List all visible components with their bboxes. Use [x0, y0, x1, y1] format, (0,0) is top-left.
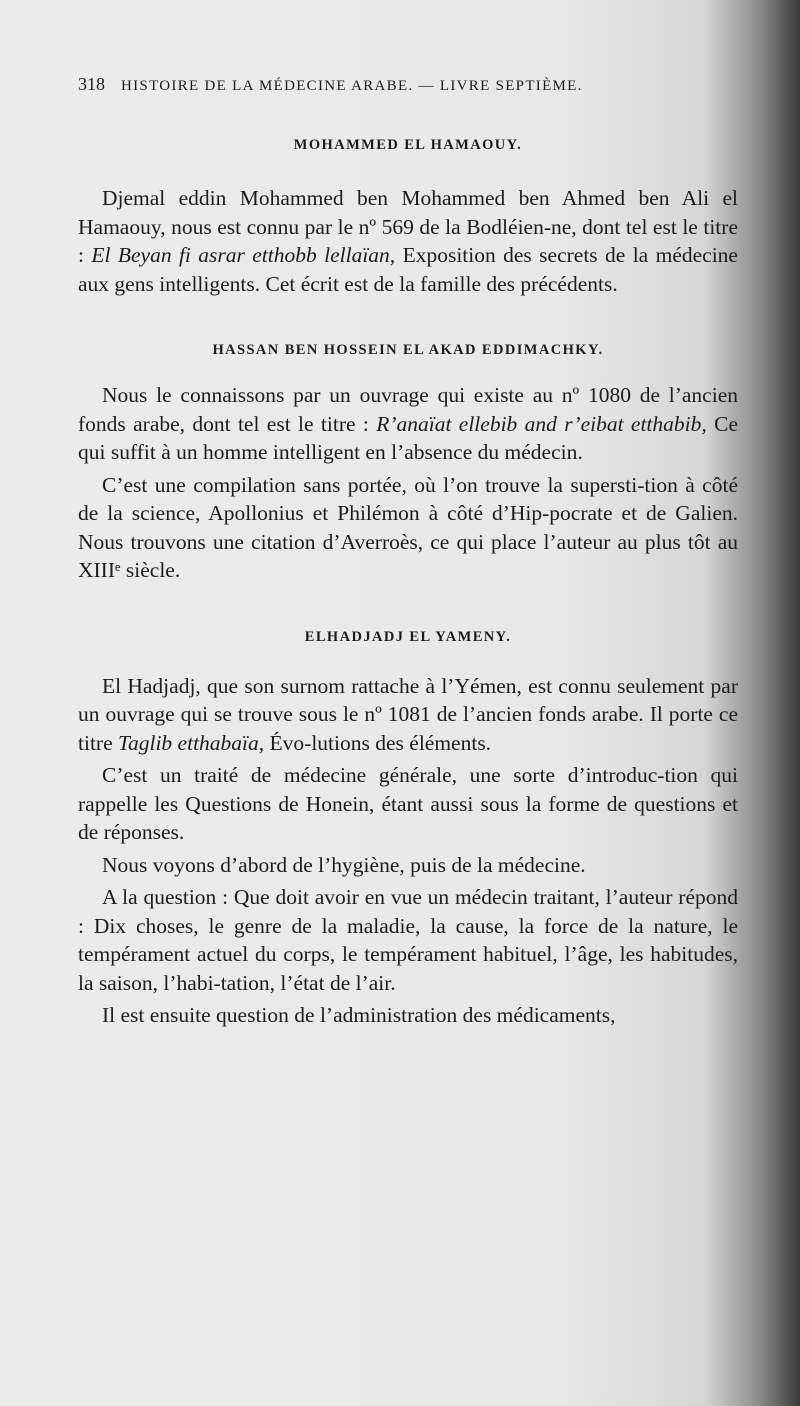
paragraph: [78, 761, 738, 847]
running-title: HISTOIRE DE LA MÉDECINE ARABE. — LIVRE SEPTIÈME.: [121, 78, 583, 94]
work-title: El Beyan fi asrar etthobb lellaïan,: [91, 243, 396, 267]
paragraph: [78, 672, 738, 758]
work-title: R’anaïat ellebib and r’eibat etthabib,: [376, 411, 707, 436]
paragraph: [78, 184, 738, 298]
paragraph-text: Djemal eddin Mohammed ben Mohammed ben Ahmed ben Ali el Hamaouy, nous est connu par le nº 569 de la Bodléien-ne, dont tel est le titre :: [78, 186, 738, 267]
page-number: 318: [78, 74, 105, 94]
paragraph: [78, 471, 738, 585]
paragraph-text: Nous voyons d’abord de l’hygiène, puis de la médecine.: [102, 852, 586, 877]
paragraph: [78, 851, 738, 880]
section-heading-hassan: HASSAN BEN HOSSEIN EL AKAD EDDIMACHKY.: [212, 342, 604, 358]
paragraph: [78, 381, 738, 467]
paragraph-text: Nous le connaissons par un ouvrage qui existe au nº 1080 de l’ancien fonds arabe, dont tel est le titre :: [78, 383, 738, 436]
page-content: [78, 74, 738, 1030]
running-head: [78, 74, 738, 95]
paragraph: [78, 1001, 738, 1030]
paragraph-text: Il est ensuite question de l’administration des médicaments,: [102, 1003, 616, 1027]
paragraph: [78, 883, 738, 997]
work-title: Taglib etthabaïa,: [118, 730, 265, 755]
paragraph-text: Ce qui suffit à un homme intelligent en l’absence du médecin.: [78, 411, 738, 464]
section-heading-elhadjadj: ELHADJADJ EL YAMENY.: [304, 628, 512, 645]
paragraph-text: El Hadjadj, que son surnom rattache à l’Yémen, est connu seulement par un ouvrage qui se trouve sous le nº 1081 de l’ancien fonds arabe. Il porte ce titre: [78, 673, 738, 755]
paragraph-text: Évo-lutions des éléments.: [264, 730, 492, 755]
paragraph-text: C’est une compilation sans portée, où l’on trouve la supersti-tion à côté de la science, Apollonius et Philémon à côté d’Hip-pocrate et de Galien. Nous trouvons une citation d’Averroès, ce qui place l’auteur au plus tôt au XIIIᵉ siècle.: [78, 472, 738, 582]
section-heading-hamaouy: MOHAMMED EL HAMAOUY.: [293, 137, 523, 153]
paragraph-text: A la question : Que doit avoir en vue un médecin traitant, l’auteur répond : Dix choses, le genre de la maladie, la cause, la force de la nature, le tempérament actuel du corps, le tempérament habituel, l’âge, les habitudes, la saison, l’habi-tation, l’état de l’air.: [78, 885, 738, 995]
paragraph-text: C’est un traité de médecine générale, une sorte d’introduc-tion qui rappelle les Questions de Honein, étant aussi sous la forme de questions et de réponses.: [78, 763, 738, 844]
paragraph-text: Exposition des secrets de la médecine aux gens intelligents. Cet écrit est de la famille des précédents.: [78, 243, 738, 296]
